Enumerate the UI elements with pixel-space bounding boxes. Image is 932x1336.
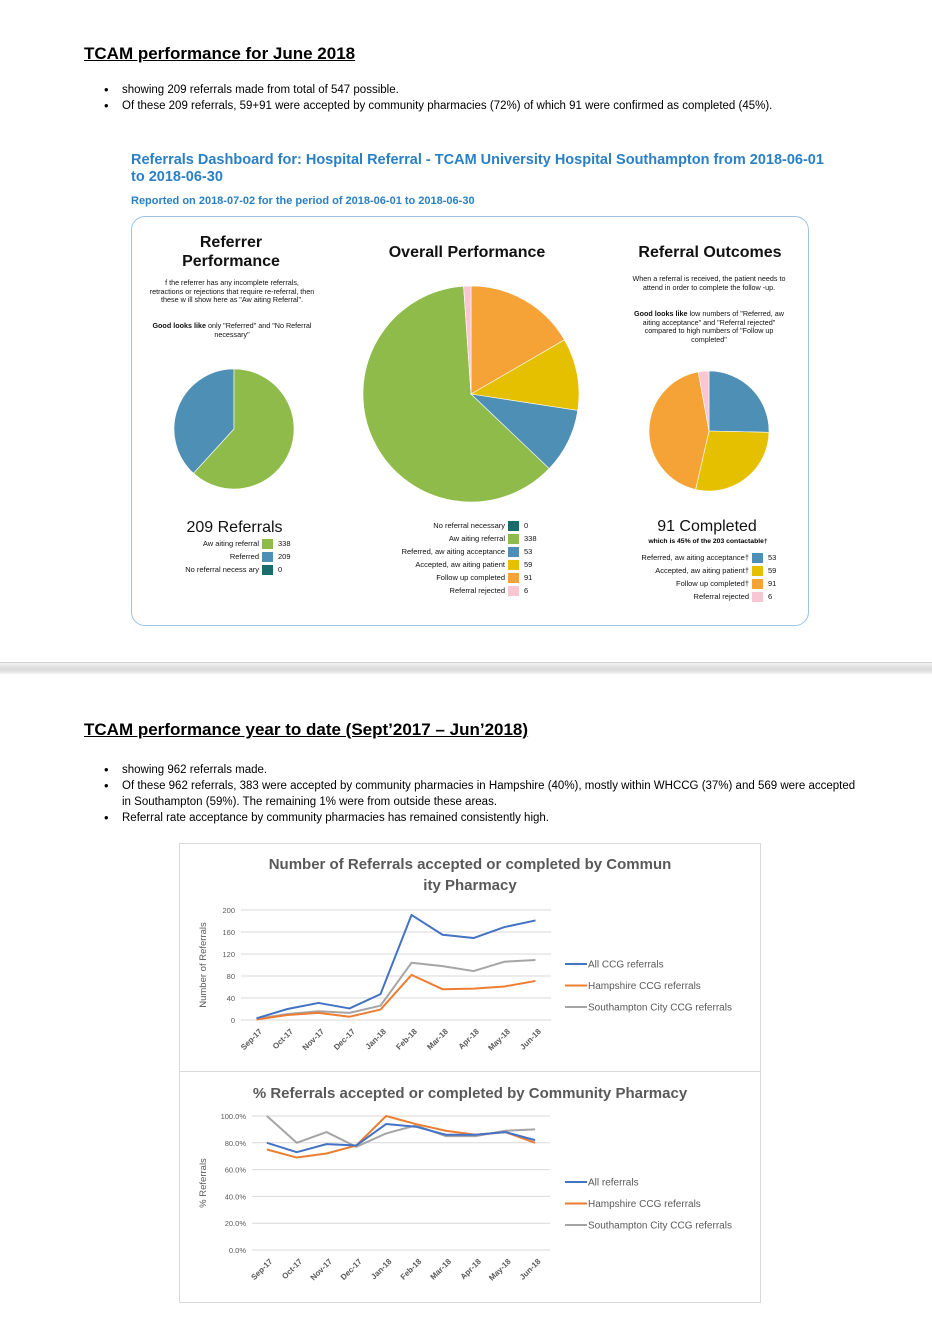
legend-row: [362, 558, 546, 571]
chart-referrals-percent-svg: [180, 1072, 760, 1302]
legend-swatch: [508, 573, 519, 583]
x-tick-label: Jun-18: [518, 1027, 543, 1052]
bullet-item: • Referral rate acceptance by community pharmacies has remained consistently high.: [84, 810, 864, 826]
y-tick-label: 20.0%: [224, 1219, 246, 1229]
legend-value: 6: [524, 586, 529, 595]
x-tick-label: Jun-18: [517, 1257, 543, 1282]
legend-row: [142, 537, 300, 550]
legend-label: Hampshire CCG referrals: [588, 1199, 701, 1210]
legend-label: Accepted, aw aiting patient: [415, 560, 505, 569]
legend-swatch: [262, 552, 273, 562]
legend-swatch: [752, 579, 763, 589]
legend-row: [362, 584, 546, 597]
legend-row: [362, 532, 546, 545]
dashboard-panel: [131, 216, 809, 626]
referrer-title: Referrer Performance: [182, 234, 280, 270]
referrer-pie: [172, 367, 296, 491]
legend-label: Follow up completed†: [676, 579, 749, 588]
legend-value: 53: [768, 553, 777, 562]
legend-label: All CCG referrals: [588, 959, 664, 971]
legend-row: [602, 590, 790, 603]
outcomes-title: Referral Outcomes: [638, 244, 782, 261]
y-tick-label: 120: [222, 950, 235, 959]
legend-label: Southampton City CCG referrals: [588, 1220, 732, 1232]
chart-title: Number of Referrals accepted or completed by Commun: [268, 856, 672, 873]
referrer-count: 209 Referrals: [186, 519, 283, 536]
legend-label: Hampshire CCG referrals: [588, 981, 701, 992]
legend-label: All referrals: [588, 1177, 639, 1189]
outcomes-good-note: [628, 310, 790, 344]
legend-row: [362, 571, 546, 584]
x-tick-label: Mar-18: [425, 1027, 450, 1052]
legend-swatch: [752, 553, 763, 563]
y-tick-label: 40: [226, 994, 235, 1003]
chart-referrals-count: [179, 843, 761, 1073]
legend-value: 6: [768, 592, 773, 601]
legend-value: 91: [768, 579, 777, 588]
x-tick-label: May-18: [487, 1257, 513, 1283]
chart-title: % Referrals accepted or completed by Community Pharmacy: [252, 1085, 688, 1102]
x-tick-label: Feb-18: [394, 1027, 419, 1052]
bullet-item: • showing 962 referrals made.: [84, 762, 864, 778]
legend-label: Referred, aw aiting acceptance: [401, 547, 505, 556]
x-tick-label: Feb-18: [398, 1257, 424, 1282]
x-tick-label: Jan-18: [369, 1257, 394, 1282]
x-tick-label: Dec-17: [338, 1257, 364, 1282]
x-tick-label: Sep-17: [238, 1027, 264, 1052]
y-tick-label: 80: [226, 972, 235, 981]
legend-swatch: [752, 592, 763, 602]
good-looks-label: Good looks like: [152, 321, 206, 330]
referrer-note: f the referrer has any incomplete referrals, retractions or rejections that require re-referral, then these w ill show here as "Aw aiting Referral".: [149, 278, 315, 304]
page-separator: [0, 662, 932, 674]
legend-label: Southampton City CCG referrals: [588, 1002, 732, 1014]
legend-label: Follow up completed: [436, 573, 505, 582]
x-tick-label: Apr-18: [458, 1257, 483, 1282]
y-axis-label: Number of Referrals: [198, 922, 209, 1008]
x-tick-label: May-18: [486, 1027, 512, 1053]
x-tick-label: Jan-18: [363, 1027, 388, 1052]
series-line: [257, 960, 536, 1019]
y-tick-label: 0: [230, 1016, 235, 1025]
legend-value: 59: [524, 560, 533, 569]
bullet-item: • Of these 209 referrals, 59+91 were accepted by community pharmacies (72%) of which 91 were confirmed as completed (45%).: [84, 98, 884, 114]
legend-swatch: [508, 547, 519, 557]
section1-heading: TCAM performance for June 2018: [84, 44, 356, 63]
x-tick-label: Dec-17: [331, 1027, 357, 1052]
legend-label: Referral rejected: [449, 586, 505, 595]
overall-legend: [362, 519, 546, 597]
legend-label: Referral rejected: [693, 592, 749, 601]
legend-row: [602, 564, 790, 577]
section2-bullets: [84, 762, 864, 826]
good-looks-text: only "Referred" and "No Referral necessary": [205, 321, 312, 339]
overall-title: Overall Performance: [388, 244, 546, 261]
good-looks-label: Good looks like: [634, 309, 688, 318]
outcomes-count: 91 Completed: [657, 518, 757, 535]
legend-swatch: [508, 560, 519, 570]
chart-title: ity Pharmacy: [423, 877, 517, 894]
legend-swatch: [508, 521, 519, 531]
legend-row: [142, 563, 300, 576]
x-tick-label: Oct-17: [270, 1027, 295, 1052]
series-line: [257, 915, 536, 1018]
section2-heading: TCAM performance year to date (Sept’2017 – Jun’2018): [84, 720, 529, 739]
referrer-good-note: [148, 322, 316, 339]
legend-swatch: [508, 534, 519, 544]
y-tick-label: 0.0%: [228, 1246, 246, 1255]
legend-row: [142, 550, 300, 563]
x-tick-label: Oct-17: [280, 1257, 305, 1282]
series-line: [267, 1116, 535, 1158]
x-tick-label: Sep-17: [249, 1257, 275, 1282]
referrer-legend: [142, 537, 300, 576]
chart-referrals-percent: [179, 1071, 761, 1303]
legend-label: No referral necess ary: [185, 565, 259, 574]
legend-swatch: [262, 565, 273, 575]
dashboard-title: Referrals Dashboard for: Hospital Referral - TCAM University Hospital Southampton from 2018-06-01 to 2018-06-30: [131, 152, 824, 185]
section1-bullets: [84, 82, 884, 114]
y-axis-label: % Referrals: [198, 1158, 209, 1208]
good-looks-text: low numbers of "Referred, aw aiting acceptance" and "Referral rejected" compared to high numbers of "Follow up completed": [642, 309, 784, 344]
legend-row: [362, 519, 546, 532]
legend-value: 338: [278, 539, 291, 548]
legend-swatch: [752, 566, 763, 576]
legend-row: [602, 577, 790, 590]
x-tick-label: Apr-18: [456, 1027, 481, 1052]
outcomes-pie: [646, 368, 772, 494]
x-tick-label: Nov-17: [308, 1257, 334, 1283]
x-tick-label: Mar-18: [428, 1257, 454, 1282]
legend-value: 0: [278, 565, 283, 574]
legend-value: 91: [524, 573, 533, 582]
legend-label: No referral necessary: [433, 521, 505, 530]
legend-label: Aw aiting referral: [448, 534, 505, 543]
y-tick-label: 40.0%: [224, 1192, 246, 1202]
legend-value: 53: [524, 547, 533, 556]
overall-pie: [360, 283, 582, 505]
legend-label: Aw aiting referral: [202, 539, 259, 548]
legend-value: 59: [768, 566, 777, 575]
y-tick-label: 100.0%: [220, 1112, 246, 1121]
y-tick-label: 160: [222, 928, 235, 937]
dashboard-subtitle: Reported on 2018-07-02 for the period of 2018-06-01 to 2018-06-30: [131, 195, 475, 207]
chart-referrals-count-svg: [180, 844, 760, 1072]
bullet-item: • showing 209 referrals made from total of 547 possible.: [84, 82, 884, 98]
legend-label: Referred: [229, 552, 259, 561]
legend-swatch: [262, 539, 273, 549]
legend-label: Accepted, aw aiting patient†: [655, 566, 749, 575]
legend-value: 338: [524, 534, 537, 543]
bullet-item: • Of these 962 referrals, 383 were accepted by community pharmacies in Hampshire (40%), mostly within WHCCG (37%) and 569 were accepted in Southampton (59%). The remaining 1% were from outside these areas.: [84, 778, 864, 810]
legend-row: [602, 551, 790, 564]
legend-label: Referred, aw aiting acceptance†: [641, 553, 749, 562]
x-tick-label: Nov-17: [300, 1027, 326, 1053]
y-tick-label: 200: [222, 906, 235, 915]
legend-value: 209: [278, 552, 291, 561]
legend-swatch: [508, 586, 519, 596]
legend-row: [362, 545, 546, 558]
y-tick-label: 80.0%: [224, 1138, 246, 1148]
outcomes-note: When a referral is received, the patient needs to attend in order to complete the follow -up.: [632, 274, 786, 292]
y-tick-label: 60.0%: [224, 1165, 246, 1175]
outcomes-count-sub: which is 45% of the 203 contactable†: [648, 538, 768, 545]
pie-slice: [709, 371, 769, 432]
outcomes-legend: [602, 551, 790, 603]
legend-value: 0: [524, 521, 529, 530]
